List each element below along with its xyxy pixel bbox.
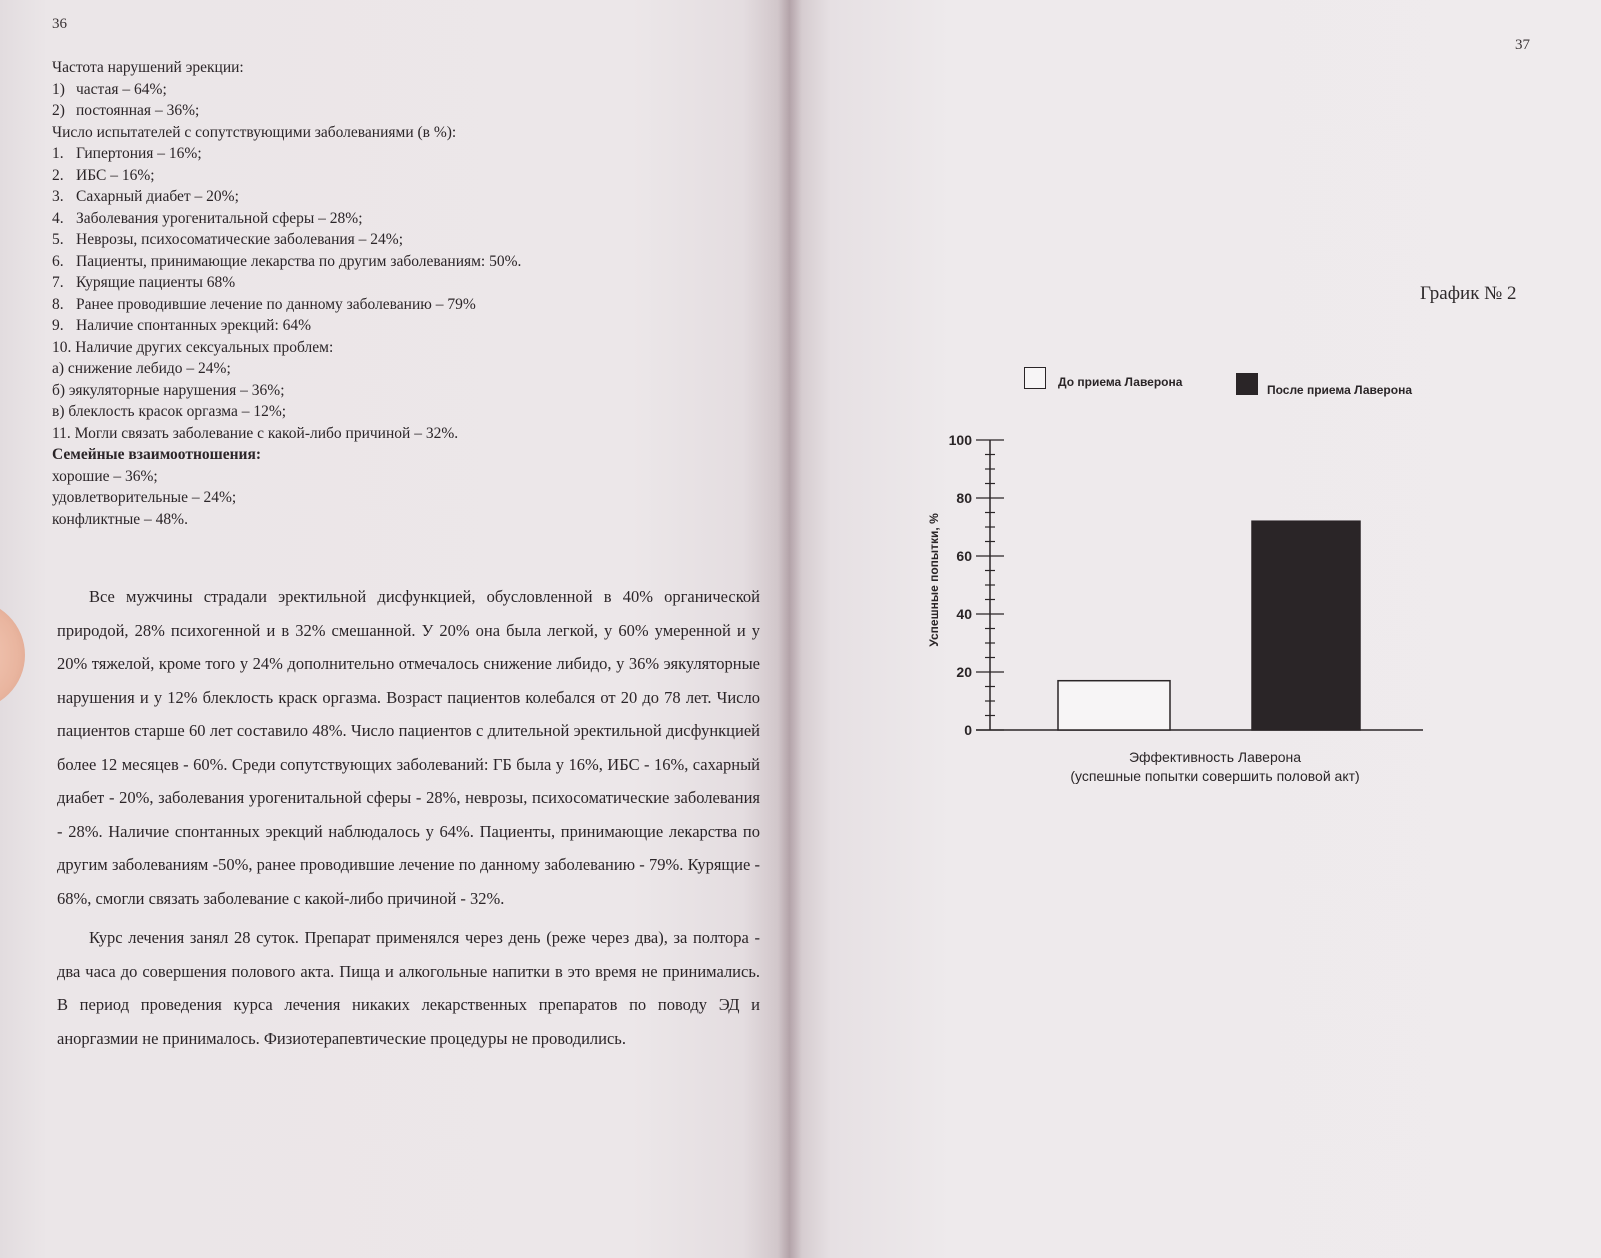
- list-number: 4.: [52, 209, 64, 227]
- bar-chart: [900, 420, 1460, 800]
- list-text: 10. Наличие других сексуальных проблем:: [52, 338, 334, 356]
- list-line: [52, 208, 772, 230]
- y-tick-label: 0: [964, 722, 972, 738]
- list-text: хорошие – 36%;: [52, 467, 158, 485]
- y-tick-label: 40: [956, 606, 972, 622]
- legend-swatch-after: [1236, 373, 1258, 395]
- list-number: 1): [52, 80, 65, 98]
- list-text: а) снижение лебидо – 24%;: [52, 360, 231, 377]
- legend-label-before: До приема Лаверона: [1058, 375, 1183, 389]
- list-line: [52, 337, 772, 359]
- list-text: ИБС – 16%;: [76, 166, 155, 184]
- list-line: [52, 315, 772, 337]
- list-line: [52, 358, 772, 380]
- list-text: Курящие пациенты 68%: [76, 274, 236, 291]
- legend-label-after: После приема Лаверона: [1267, 383, 1413, 397]
- list-line: [52, 100, 772, 122]
- list-text: Сахарный диабет – 20%;: [76, 188, 239, 205]
- book-gutter: [778, 0, 802, 1258]
- list-number: 7.: [52, 274, 64, 291]
- paragraph: Все мужчины страдали эректильной дисфункцией, обусловленной в 40% органической природой, 28% психогенной и в 32% смешанной. У 20% она была легкой, у 60% умеренной и у 20% тяжелой, кроме того у 24% дополнительно отмечалось снижение либидо, у 36% эякуляторные нарушения и у 12% блеклость краск оргазма. Возраст пациентов колебался от 20 до 78 лет. Число пациентов старше 60 лет составило 48%. Число пациентов с длительной эректильной дисфункцией более 12 месяцев - 60%. Среди сопутствующих заболеваний: ГБ была у 16%, ИБС - 16%, сахарный диабет - 20%, заболевания урогенитальной сферы - 28%, неврозы, психосоматические заболевания - 28%. Наличие спонтанных эрекций наблюдалось у 64%. Пациенты, принимающие лекарства по другим заболеваниям -50%, ранее проводившие лечение по данному заболеванию - 79%. Курящие - 68%, смогли связать заболевание с какой-либо причиной - 32%.: [57, 587, 760, 908]
- y-tick-label: 20: [956, 664, 972, 680]
- list-line: [52, 466, 772, 488]
- body-text: [57, 580, 760, 1055]
- page-number-right: 37: [1515, 37, 1530, 53]
- list-number: 8.: [52, 295, 64, 313]
- list-text: Семейные взаимоотношения:: [52, 446, 262, 463]
- list-number: 2.: [52, 166, 64, 184]
- list-line: [52, 186, 772, 208]
- list-line: [52, 423, 772, 445]
- list-line: [52, 272, 772, 294]
- statistics-list: [52, 57, 772, 530]
- list-line: [52, 251, 772, 273]
- list-line: [52, 79, 772, 101]
- list-line: [52, 294, 772, 316]
- list-line: [52, 122, 772, 144]
- list-line: [52, 444, 772, 466]
- list-text: конфликтные – 48%.: [52, 510, 188, 528]
- list-text: 11. Могли связать заболевание с какой-либо причиной – 32%.: [52, 424, 459, 442]
- list-line: [52, 380, 772, 402]
- chart-legend: [1024, 365, 1444, 405]
- list-number: 2): [52, 102, 65, 119]
- list-text: б) эякуляторные нарушения – 36%;: [52, 381, 285, 399]
- y-tick-label: 100: [948, 432, 972, 448]
- list-number: 3.: [52, 188, 64, 205]
- list-text: Заболевания урогенитальной сферы – 28%;: [76, 209, 363, 227]
- list-line: [52, 487, 772, 509]
- paragraph: Курс лечения занял 28 суток. Препарат применялся через день (реже через два), за полтора - два часа до совершения полового акта. Пища и алкогольные напитки в это время не принимались. В период проведения курса лечения никаких лекарственных препаратов по поводу ЭД и аноргазмии не принималось. Физиотерапевтические процедуры не проводились.: [57, 928, 760, 1048]
- x-axis-label: Эффективность Лаверона: [1128, 749, 1302, 765]
- list-text: Ранее проводившие лечение по данному заболеванию – 79%: [76, 295, 476, 313]
- y-tick-label: 60: [956, 548, 972, 564]
- list-number: 5.: [52, 231, 64, 248]
- y-axis-label: Успешные попытки, %: [927, 513, 941, 647]
- list-text: частая – 64%;: [76, 80, 167, 98]
- list-line: [52, 165, 772, 187]
- list-text: Пациенты, принимающие лекарства по другим заболеваниям: 50%.: [76, 252, 522, 270]
- left-page: [0, 0, 790, 1258]
- list-number: 6.: [52, 252, 64, 270]
- list-text: в) блеклость красок оргазма – 12%;: [52, 403, 287, 420]
- list-text: удовлетворительные – 24%;: [52, 489, 237, 506]
- list-line: [52, 229, 772, 251]
- list-line: [52, 401, 772, 423]
- list-text: Частота нарушений эрекции:: [52, 59, 244, 76]
- list-line: [52, 143, 772, 165]
- list-text: Гипертония – 16%;: [76, 145, 202, 162]
- bar-before: [1058, 681, 1170, 730]
- list-text: Неврозы, психосоматические заболевания – 24%;: [76, 231, 404, 248]
- list-text: Число испытателей с сопутствующими заболеваниями (в %):: [52, 123, 457, 141]
- list-text: постоянная – 36%;: [76, 102, 200, 119]
- graph-title: График № 2: [1420, 283, 1517, 304]
- list-text: Наличие спонтанных эрекций: 64%: [76, 317, 312, 334]
- x-axis-sublabel: (успешные попытки совершить половой акт): [1070, 768, 1360, 784]
- list-line: [52, 57, 772, 79]
- legend-swatch-before: [1024, 367, 1046, 389]
- list-line: [52, 509, 772, 531]
- page-number-left: 36: [52, 16, 67, 32]
- list-number: 1.: [52, 145, 64, 162]
- y-tick-label: 80: [956, 490, 972, 506]
- bar-after: [1252, 521, 1360, 730]
- list-number: 9.: [52, 317, 64, 334]
